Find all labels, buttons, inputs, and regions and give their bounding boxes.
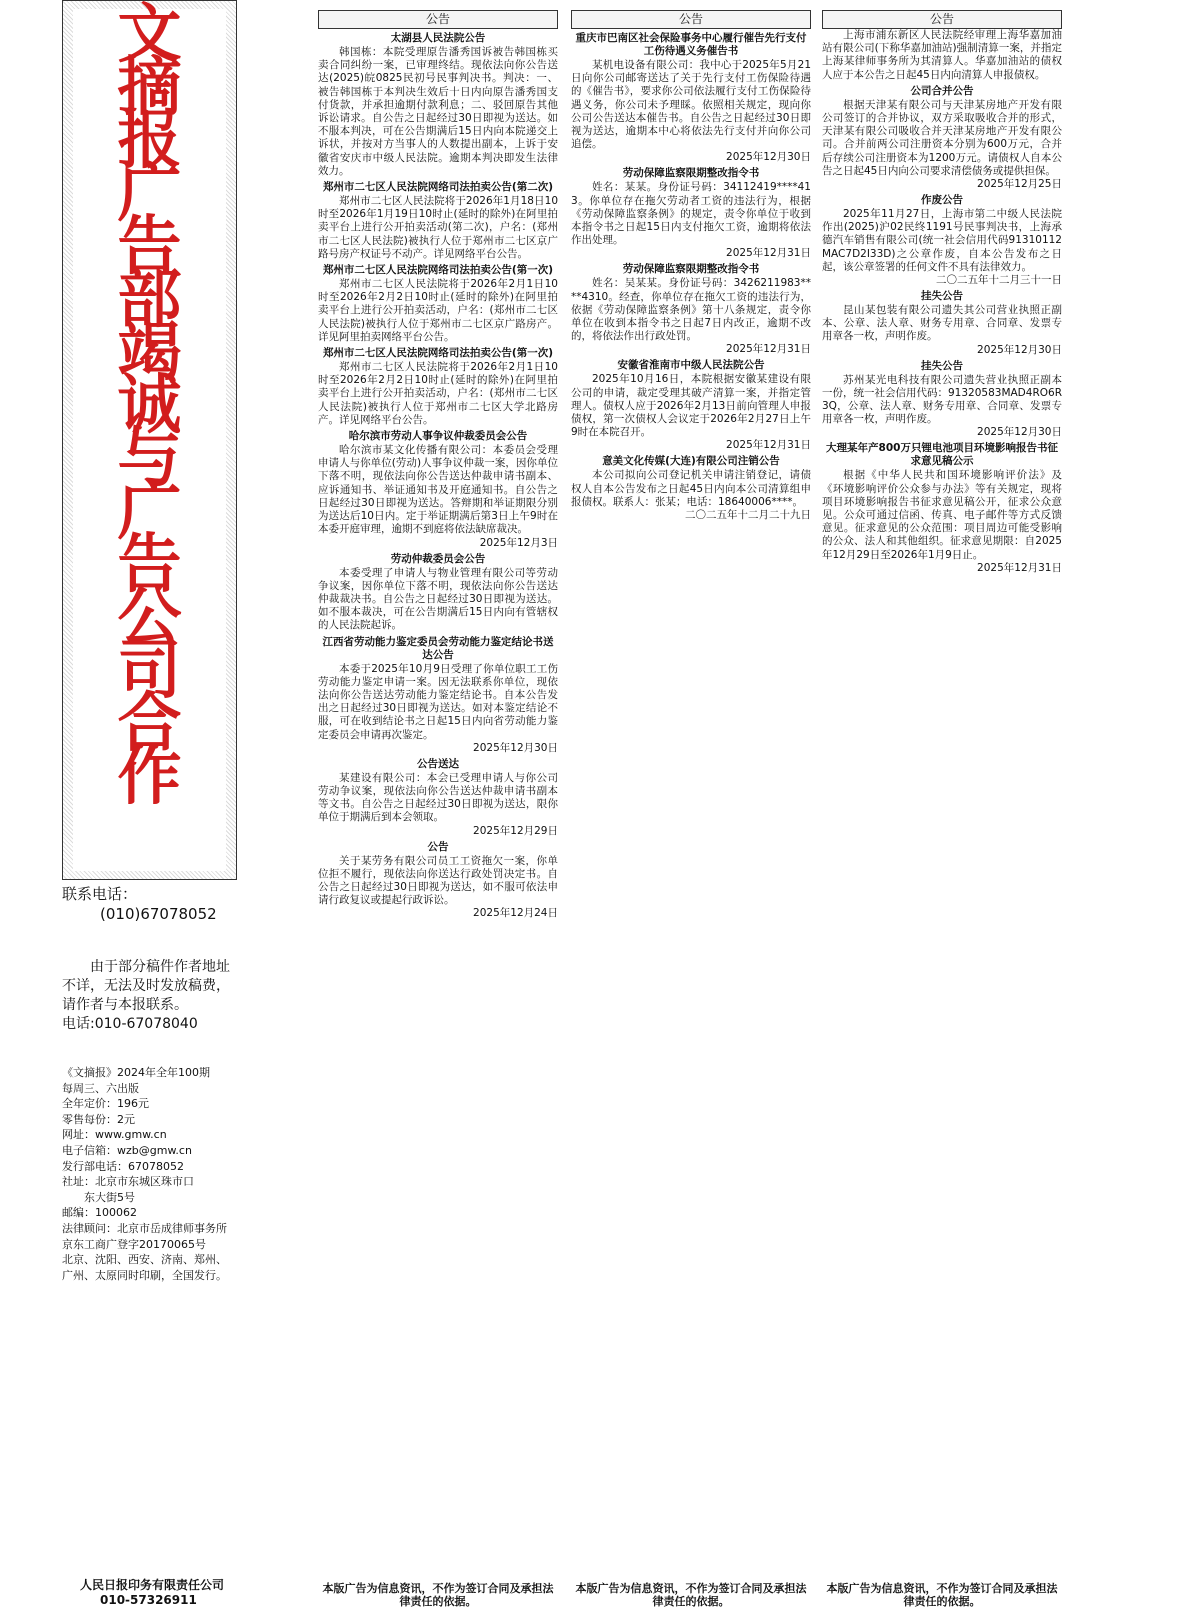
notice-date: 2025年12月31日 [977, 561, 1062, 574]
notice-date: 2025年12月30日 [977, 426, 1062, 439]
notice-title: 郑州市二七区人民法院网络司法拍卖公告(第二次) [322, 181, 554, 194]
notice-date: 2025年12月29日 [473, 824, 558, 837]
notice-date: 二〇二五年十二月三十一日 [936, 274, 1062, 287]
ad-character: 告 [117, 528, 182, 602]
info-line: 零售每份：2元 [62, 1112, 135, 1126]
column-body [822, 29, 1062, 1609]
printer-name: 人民日报印务有限责任公司 [80, 1578, 225, 1592]
info-line: 网址：www.gmw.cn [62, 1128, 167, 1142]
column-header: 公告 [571, 10, 811, 29]
ad-character: 公 [117, 581, 182, 655]
notice-date: 2025年12月30日 [473, 741, 558, 754]
column-2 [571, 10, 811, 1618]
notice-title: 公告送达 [417, 757, 459, 770]
notice-text: 韩国栋：本院受理原告潘秀国诉被告韩国栋买卖合同纠纷一案，已审理终结。现依法向你公告送达(2025)皖0825民初号民事判决书。判决：一、被告韩国栋于本判决生效后十日内向原告潘秀国支付货款，并承担逾期付款利息；二、驳回原告其他诉讼请求。自公告之日起经过30日即视为送达。如不服本判决，可在公告期满后15日内向本院递交上诉状，并按对方当事人的人数提出副本，上诉于安徽省安庆市中级人民法院。逾期本判决即发生法律效力。 [318, 46, 558, 177]
notice-text: 上海市浦东新区人民法院经审理上海华嘉加油站有限公司(下称华嘉加油站)强制清算一案，并指定上海某律师事务所为其清算人。华嘉加油站的债权人应于本公告之日起45日内向清算人申报债权。 [822, 29, 1062, 81]
notice-block [822, 194, 1062, 287]
info-line: 京东工商广登字20170065号 [62, 1237, 206, 1251]
notice-block [318, 32, 558, 178]
left-sidebar [62, 0, 237, 1622]
notice-block [822, 360, 1062, 440]
notice-text: 姓名：吴某某。身份证号码：3426211983****4310。经查，你单位存在拖欠工资的违法行为，依据《劳动保障监察条例》第十八条规定，责令你单位在收到本指令书之日起7日内改正，逾期不改的，将依法作出行政处罚。 [571, 277, 811, 343]
notice-block [318, 758, 558, 838]
advertising-text [73, 0, 226, 871]
info-line: 《文摘报》2024年全年100期 [62, 1066, 210, 1079]
ad-character: 与 [117, 422, 182, 496]
notice-title: 意美文化传媒(大连)有限公司注销公告 [602, 455, 780, 468]
notice-date: 2025年12月30日 [977, 343, 1062, 356]
ad-character: 告 [117, 210, 182, 284]
column-header: 公告 [318, 10, 558, 29]
advertising-banner [62, 0, 237, 880]
info-line: 东大街5号 [62, 1190, 135, 1204]
notice-title: 大理某年产800万只锂电池项目环境影响报告书征求意见稿公示 [826, 442, 1058, 468]
notice-title: 安徽省淮南市中级人民法院公告 [617, 359, 765, 372]
ad-character: 广 [117, 157, 182, 231]
notice-block [318, 347, 558, 427]
column-body [318, 29, 558, 1609]
notice-text: 2025年10月16日，本院根据安徽某建设有限公司的申请，裁定受理其破产清算一案，并指定管理人。债权人应于2026年2月13日前向管理人申报债权，第一次债权人会议定于2026年2月27日上午9时在本院召开。 [571, 373, 811, 439]
notice-text: 2025年11月27日，上海市第二中级人民法院作出(2025)沪02民终1191号民事判决书，上海承德汽车销售有限公司(统一社会信用代码91310112MAC7D2I33D)之公章作废，自本公告发布之日起，该公章签署的任何文件不具有法律效力。 [822, 208, 1062, 273]
notice-title: 重庆市巴南区社会保险事务中心履行催告先行支付工伤待遇义务催告书 [575, 32, 807, 57]
notice-block [318, 181, 558, 261]
notice-title: 劳动仲裁委员会公告 [390, 552, 486, 565]
ad-character: 合 [117, 687, 182, 761]
notice-text: 根据《中华人民共和国环境影响评价法》及《环境影响评价公众参与办法》等有关规定，现将项目环境影响报告书征求意见稿公开，征求公众意见。公众可通过信函、传真、电子邮件等方式反馈意见。征求意见的公众范围：项目周边可能受影响的公众、法人和其他组织。征求意见期限：自2025年12月29日至2026年1月9日止。 [822, 469, 1062, 561]
author-notice [62, 958, 237, 1034]
info-line: 发行部电话：67078052 [62, 1159, 184, 1173]
notice-title: 劳动保障监察限期整改指令书 [622, 167, 760, 180]
notice-text: 苏州某光电科技有限公司遗失营业执照正副本一份，统一社会信用代码：91320583MAD4RO6R3Q，公章、法人章、财务专用章、合同章、发票专用章各一枚，声明作废。 [822, 373, 1062, 426]
notice-block [318, 430, 558, 549]
printer-info [80, 1578, 270, 1608]
notice-text: 郑州市二七区人民法院将于2026年1月18日10时至2026年1月19日10时止(延时的除外)在阿里拍卖平台上进行公开拍卖活动(第二次)，户名：(郑州市二七区人民法院)被执行人位于郑州市二七区京广路号房产权证号不动产。详见网络平台公告。 [318, 195, 558, 260]
notice-text: 本委于2025年10月9日受理了你单位职工工伤劳动能力鉴定申请一案。因无法联系你单位，现依法向你公告送达劳动能力鉴定结论书。自本公告发出之日起经过30日即视为送达。如对本鉴定结论不服，可在收到结论书之日起15日内向省劳动能力鉴定委员会申请再次鉴定。 [318, 662, 558, 741]
notice-text: 郑州市二七区人民法院将于2026年2月1日10时至2026年2月2日10时止(延时的除外)在阿里拍卖平台上进行公开拍卖活动，户名：(郑州市二七区人民法院)被执行人位于郑州市二七区京广路房产。详见阿里拍卖网络平台公告。 [318, 278, 558, 343]
notice-block [822, 442, 1062, 574]
ad-character: 部 [117, 263, 182, 337]
info-line: 北京、沈阳、西安、济南、郑州、广州、太原同时印刷，全国发行。 [62, 1253, 227, 1282]
notice-date: 2025年12月31日 [726, 247, 811, 260]
notice-date: 2025年12月3日 [479, 536, 558, 549]
notice-date: 2025年12月31日 [726, 343, 811, 356]
notice-title: 公司合并公告 [910, 84, 974, 97]
notice-block [318, 636, 558, 755]
notice-text: 关于某劳务有限公司员工工资拖欠一案，你单位拒不履行，现依法向你送达行政处罚决定书。自公告之日起经过30日即视为送达，如不服可依法申请行政复议或提起行政诉讼。 [318, 854, 558, 907]
notice-block [318, 264, 558, 344]
column-3 [822, 10, 1062, 1618]
notice-block [571, 359, 811, 452]
notice-text: 根据天津某有限公司与天津某房地产开发有限公司签订的合并协议，双方采取吸收合并的形式，天津某有限公司吸收合并天津某房地产开发有限公司。合并前两公司注册资本分别为600万元，合并后存续公司注册资本为1200万元。请债权人自本公告之日起45日内向公司要求清偿债务或提供担保。 [822, 98, 1062, 177]
notice-title: 作废公告 [921, 194, 963, 207]
info-line: 邮编：100062 [62, 1206, 137, 1220]
notice-text: 某建设有限公司：本会已受理申请人与你公司劳动争议案，现依法向你公告送达仲裁申请书副本等文书。自公告之日起经过30日即视为送达，限你单位于期满后到本会领取。 [318, 771, 558, 824]
notice-text: 昆山某包装有限公司遗失其公司营业执照正副本、公章、法人章、财务专用章、合同章、发票专用章各一枚，声明作废。 [822, 304, 1062, 343]
notice-block [822, 29, 1062, 82]
ad-character: 司 [117, 634, 182, 708]
ad-character: 摘 [117, 51, 182, 125]
column-header: 公告 [822, 10, 1062, 29]
notice-title: 郑州市二七区人民法院网络司法拍卖公告(第一次) [322, 347, 554, 360]
notice-block [822, 85, 1062, 191]
column-body [571, 29, 811, 1609]
notice-text: 姓名：某某。身份证号码：34112419****413。你单位存在拖欠劳动者工资的违法行为，根据《劳动保障监察条例》的规定，责令你单位于收到本指令书之日起15日内支付拖欠工资，逾期将依法作出处理。 [571, 181, 811, 247]
notice-text: 本委受理了申请人与物业管理有限公司等劳动争议案，因你单位下落不明，现依法向你公告送达仲裁裁决书。自公告之日起经过30日即视为送达。如不服本裁决，可在公告期满后15日内向有管辖权的人民法院起诉。 [318, 566, 558, 632]
info-line: 社址：北京市东城区珠市口 [62, 1175, 194, 1189]
ad-character: 诚 [117, 369, 182, 443]
column-footer-disclaimer: 本版广告为信息资讯，不作为签订合同及承担法律责任的依据。 [318, 1582, 558, 1608]
ad-character: 文 [117, 0, 182, 72]
notice-phone: 电话:010-67078040 [62, 1016, 198, 1032]
printer-phone: 010-57326911 [100, 1593, 197, 1607]
column-1 [318, 10, 558, 1618]
notice-date: 2025年12月25日 [977, 178, 1062, 191]
notice-title: 劳动保障监察限期整改指令书 [622, 263, 760, 276]
info-line: 电子信箱：wzb@gmw.cn [62, 1143, 192, 1157]
notice-text: 本公司拟向公司登记机关申请注销登记，请债权人自本公告发布之日起45日内向本公司清算组申报债权。联系人：张某；电话：18640006****。 [571, 469, 811, 508]
ad-character: 竭 [117, 316, 182, 390]
notice-title: 郑州市二七区人民法院网络司法拍卖公告(第一次) [322, 264, 554, 277]
column-footer-disclaimer: 本版广告为信息资讯，不作为签订合同及承担法律责任的依据。 [571, 1582, 811, 1608]
notice-block [571, 263, 811, 356]
notice-title: 太湖县人民法院公告 [390, 32, 486, 44]
ad-character: 报 [117, 104, 182, 178]
notice-date: 二〇二五年十二月二十九日 [685, 509, 811, 522]
column-footer-disclaimer: 本版广告为信息资讯，不作为签订合同及承担法律责任的依据。 [822, 1582, 1062, 1608]
notice-text: 由于部分稿件作者地址不详，无法及时发放稿费，请作者与本报联系。 [62, 959, 230, 1013]
contact-label: 联系电话： [62, 885, 138, 903]
notice-block [822, 290, 1062, 357]
notice-date: 2025年12月24日 [473, 907, 558, 920]
notice-title: 公告 [427, 840, 449, 853]
notice-date: 2025年12月30日 [726, 151, 811, 164]
notice-text: 某机电设备有限公司：我中心于2025年5月21日向你公司邮寄送达了关于先行支付工伤保险待遇的《催告书》，要求你公司依法履行支付工伤保险待遇义务，你公司未予理睬。依照相关规定，现向你公司公告送达本催告书。自公告之日起经过30日即视为送达，逾期本中心将依法先行支付并向你公司追偿。 [571, 59, 811, 151]
notice-block [571, 455, 811, 522]
notice-block [318, 841, 558, 921]
info-line: 全年定价：196元 [62, 1097, 149, 1111]
notice-title: 江西省劳动能力鉴定委员会劳动能力鉴定结论书送达公告 [322, 635, 554, 661]
notice-title: 挂失公告 [921, 359, 963, 372]
notice-block [571, 167, 811, 260]
notice-block [571, 32, 811, 164]
publication-info [62, 1065, 237, 1283]
notice-block [318, 553, 558, 633]
info-line: 法律顾问：北京市岳成律师事务所 [62, 1221, 227, 1235]
notice-text: 哈尔滨市某文化传播有限公司：本委员会受理申请人与你单位(劳动)人事争议仲裁一案，因你单位下落不明，现依法向你公告送达仲裁申请书副本、应诉通知书、举证通知书及开庭通知书。自公告之日起经过30日即视为送达。答辩期和举证期限分别为送达后10日内。定于举证期满后第3日上午9时在本委开庭审理，逾期不到庭将依法缺席裁决。 [318, 444, 558, 536]
notice-title: 挂失公告 [921, 290, 963, 303]
contact-block [62, 884, 237, 924]
notice-text: 郑州市二七区人民法院将于2026年2月1日10时至2026年2月2日10时止(延时的除外)在阿里拍卖平台上进行公开拍卖活动，户名：(郑州市二七区人民法院)被执行人位于郑州市二七区大学北路房产。详见网络平台公告。 [318, 361, 558, 426]
notice-date: 2025年12月31日 [726, 439, 811, 452]
ad-character: 广 [117, 475, 182, 549]
info-line: 每周三、六出版 [62, 1081, 139, 1095]
contact-phone: (010)67078052 [100, 905, 217, 923]
ad-character: 作 [117, 740, 182, 814]
notice-title: 哈尔滨市劳动人事争议仲裁委员会公告 [348, 430, 528, 443]
